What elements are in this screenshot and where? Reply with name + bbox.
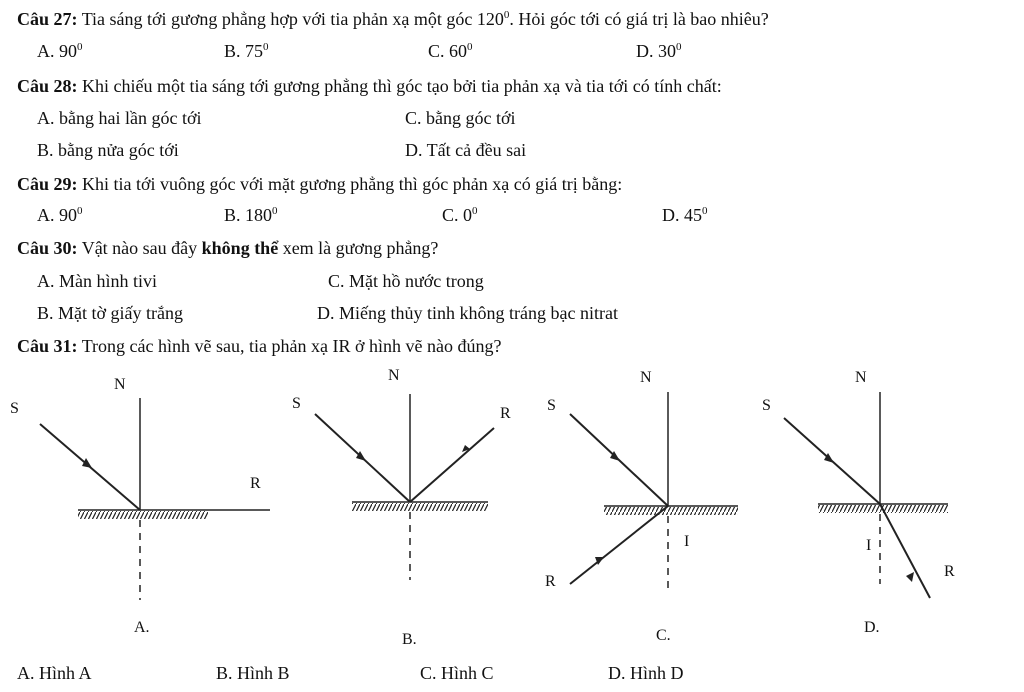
figure-b-s-label: S [292, 395, 301, 412]
q27-option-c: C. $60^0$ [428, 41, 473, 61]
q28-option-c: C. bằng góc tới [405, 108, 516, 128]
q28-option-b: B. bằng nửa góc tới [37, 140, 179, 160]
figure-a-mirror [78, 511, 208, 519]
figure-a-n-label: N [114, 376, 126, 393]
q31-option-d: D. Hình D [608, 663, 684, 683]
figure-d-arrow-2 [906, 572, 914, 582]
question-31-text: Trong các hình vẽ sau, tia phản xạ IR ở hình vẽ nào đúng? [77, 336, 502, 356]
question-27-text-a: Tia sáng tới gương phẳng hợp với tia phản xạ một góc 120 [77, 9, 504, 29]
q29-option-b: B. $180^0$ [224, 205, 278, 225]
question-30-text-a: Vật nào sau đây [77, 238, 202, 258]
question-27-label: Câu 27: [17, 9, 78, 29]
figure-b-r-label: R [500, 405, 511, 422]
figure-c-caption: C. [656, 627, 671, 644]
figure-b-reflected-ray [410, 428, 494, 502]
figure-d-caption: D. [864, 619, 880, 636]
q28-option-d: D. Tất cả đều sai [405, 140, 527, 160]
figure-b-caption: B. [402, 631, 417, 648]
figure-b [292, 367, 511, 648]
question-30-label: Câu 30: [17, 238, 78, 258]
figure-c-reflected-ray [570, 506, 668, 584]
q30-option-a: A. Màn hình tivi [37, 271, 157, 291]
question-30-text-b: xem là gương phẳng? [278, 238, 439, 258]
q29-option-a: A. $90^0$ [37, 205, 83, 225]
question-27-text-b: . Hỏi góc tới có giá trị là bao nhiêu? [509, 9, 769, 29]
figure-a [10, 376, 270, 636]
figure-c [545, 369, 738, 644]
figure-d-n-label: N [855, 369, 867, 386]
figure-c-mirror [604, 507, 738, 515]
figure-d-s-label: S [762, 397, 771, 414]
figure-b-n-label: N [388, 367, 400, 384]
q31-option-a: A. Hình A [17, 663, 92, 683]
question-28-label: Câu 28: [17, 76, 78, 96]
question-28-text: Khi chiếu một tia sáng tới gương phẳng thì góc tạo bởi tia phản xạ và tia tới có tính chất: [77, 76, 722, 96]
figure-a-s-label: S [10, 400, 19, 417]
figure-d-reflected-ray [880, 504, 930, 598]
question-27-degree: 0 [503, 9, 510, 21]
q29-option-d: D. $45^0$ [662, 205, 708, 225]
question-29-label: Câu 29: [17, 174, 78, 194]
figure-c-s-label: S [547, 397, 556, 414]
q31-option-b: B. Hình B [216, 663, 290, 683]
figure-a-caption: A. [134, 619, 150, 636]
figure-b-mirror [352, 503, 488, 511]
question-31-label: Câu 31: [17, 336, 78, 356]
figure-d-i-label: I [866, 537, 872, 554]
q29-option-c: C. $0^0$ [442, 205, 478, 225]
question-29-text: Khi tia tới vuông góc với mặt gương phẳng thì góc phản xạ có giá trị bằng: [77, 174, 623, 194]
figure-c-n-label: N [640, 369, 652, 386]
figure-c-r-label: R [545, 573, 556, 590]
figure-a-arrow [82, 458, 92, 468]
q30-option-d: D. Miếng thủy tinh không tráng bạc nitrat [317, 303, 618, 323]
q27-option-b: B. $75^0$ [224, 41, 269, 61]
figure-d-r-label: R [944, 563, 955, 580]
figure-a-r-label: R [250, 475, 261, 492]
figure-c-i-label: I [684, 533, 690, 550]
q28-option-a: A. bằng hai lần góc tới [37, 108, 202, 128]
figure-d [762, 369, 955, 636]
q27-option-d: D. $30^0$ [636, 41, 682, 61]
q30-option-c: C. Mặt hồ nước trong [328, 271, 484, 291]
question-30-bold: không thể [201, 238, 279, 258]
q31-option-c: C. Hình C [420, 663, 494, 683]
q30-option-b: B. Mặt tờ giấy trắng [37, 303, 183, 323]
q27-option-a: A. $90^0$ [37, 41, 83, 61]
